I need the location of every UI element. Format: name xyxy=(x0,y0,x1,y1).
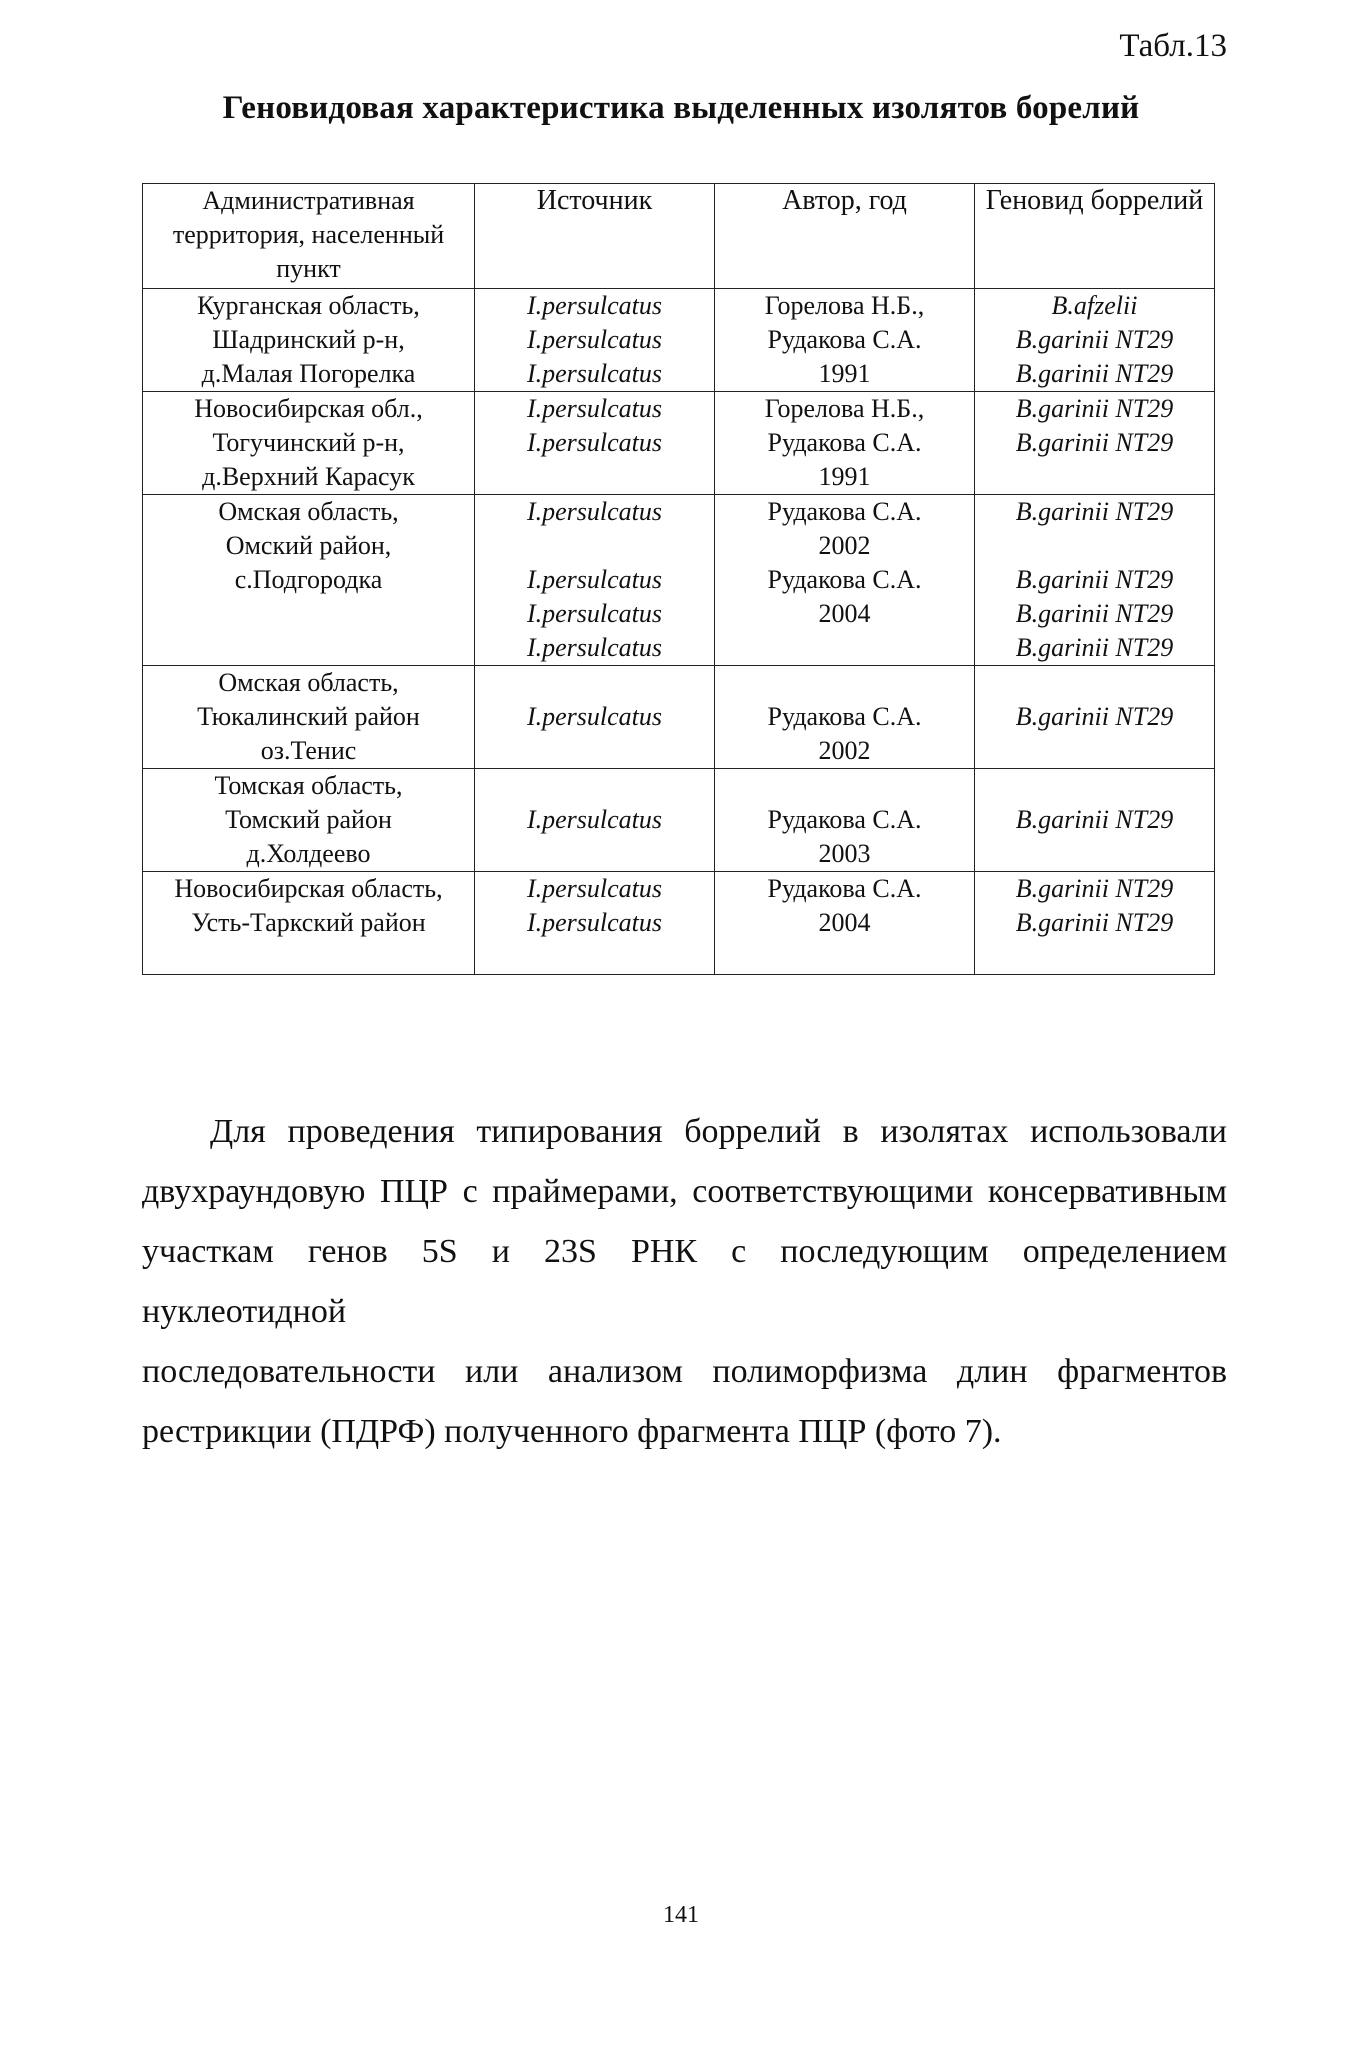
cell-line: I.persulcatus xyxy=(526,633,663,662)
header-source: Источник xyxy=(475,184,715,289)
cell-source xyxy=(475,495,715,666)
cell-line: I.persulcatus xyxy=(526,599,663,628)
cell-line: Тюкалинский район xyxy=(197,702,420,731)
cell-line: Омский район, xyxy=(225,531,392,560)
cell-genovid xyxy=(975,392,1215,495)
cell-source xyxy=(475,289,715,392)
cell-line: I.persulcatus xyxy=(526,908,663,937)
table-row xyxy=(143,872,1215,975)
paragraph-line: рестрикции (ПДРФ) полученного фрагмента ПЦР (фото 7). xyxy=(142,1413,1002,1450)
cell-line xyxy=(981,529,1208,563)
cell-territory xyxy=(143,392,475,495)
cell-line: I.persulcatus xyxy=(526,325,663,354)
page-number: 141 xyxy=(663,1902,699,1928)
cell-line: Рудакова С.А. xyxy=(767,497,922,526)
cell-line xyxy=(481,940,708,974)
table-row xyxy=(143,666,1215,769)
cell-genovid xyxy=(975,769,1215,872)
cell-line: оз.Тенис xyxy=(260,736,357,765)
cell-line: B.garinii NT29 xyxy=(1015,394,1174,423)
cell-line: 2003 xyxy=(818,839,871,868)
cell-line: Курганская область, xyxy=(197,291,420,320)
cell-line xyxy=(721,631,968,665)
cell-line xyxy=(149,940,468,974)
cell-line: Рудакова С.А. xyxy=(767,874,922,903)
cell-line: Томская область, xyxy=(214,771,403,800)
table-row xyxy=(143,495,1215,666)
cell-source xyxy=(475,769,715,872)
cell-line: I.persulcatus xyxy=(526,291,663,320)
cell-author xyxy=(715,872,975,975)
cell-genovid xyxy=(975,289,1215,392)
table-header-row xyxy=(143,184,1215,289)
cell-author xyxy=(715,769,975,872)
cell-line xyxy=(481,769,708,803)
cell-line: I.persulcatus xyxy=(526,359,663,388)
header-author: Автор, год xyxy=(715,184,975,289)
cell-line xyxy=(981,666,1208,700)
table-row xyxy=(143,289,1215,392)
cell-genovid xyxy=(975,872,1215,975)
paragraph-line: двухраундовую ПЦР с праймерами, соответствующими консервативным xyxy=(142,1173,1227,1210)
cell-line: Рудакова С.А. xyxy=(767,565,922,594)
cell-territory xyxy=(143,769,475,872)
cell-line: I.persulcatus xyxy=(526,394,663,423)
cell-line: Шадринский р-н, xyxy=(212,325,405,354)
cell-line: д.Верхний Карасук xyxy=(202,462,415,491)
cell-line: Омская область, xyxy=(218,668,399,697)
cell-author xyxy=(715,392,975,495)
cell-line xyxy=(481,837,708,871)
cell-line: Горелова Н.Б., xyxy=(764,291,925,320)
body-paragraph xyxy=(142,1102,1227,1462)
cell-line: B.garinii NT29 xyxy=(1015,325,1174,354)
cell-line: Тогучинский р-н, xyxy=(212,428,405,457)
cell-author xyxy=(715,289,975,392)
cell-line xyxy=(149,597,468,631)
cell-source xyxy=(475,872,715,975)
cell-line xyxy=(721,769,968,803)
cell-territory xyxy=(143,666,475,769)
cell-line: B.garinii NT29 xyxy=(1015,599,1174,628)
cell-line: Новосибирская область, xyxy=(174,874,443,903)
cell-line xyxy=(981,460,1208,494)
cell-line: B.garinii NT29 xyxy=(1015,565,1174,594)
cell-line xyxy=(981,734,1208,768)
cell-line: B.garinii NT29 xyxy=(1015,908,1174,937)
table-title: Геновидовая характеристика выделенных изолятов борелий xyxy=(222,90,1140,126)
cell-line: Рудакова С.А. xyxy=(767,325,922,354)
paragraph-line: участкам генов 5S и 23S РНК с последующим определением нуклеотидной xyxy=(142,1233,1227,1330)
cell-line: Горелова Н.Б., xyxy=(764,394,925,423)
cell-line: I.persulcatus xyxy=(526,565,663,594)
cell-territory xyxy=(143,289,475,392)
cell-line: B.garinii NT29 xyxy=(1015,359,1174,388)
paragraph-line: последовательности или анализом полиморфизма длин фрагментов xyxy=(142,1353,1227,1390)
cell-line: с.Подгородка xyxy=(234,565,383,594)
cell-line: 2004 xyxy=(818,599,871,628)
table-row xyxy=(143,769,1215,872)
cell-line: I.persulcatus xyxy=(526,428,663,457)
cell-line xyxy=(981,837,1208,871)
cell-line: Рудакова С.А. xyxy=(767,805,922,834)
cell-line: B.garinii NT29 xyxy=(1015,633,1174,662)
cell-line: B.garinii NT29 xyxy=(1015,805,1174,834)
cell-line xyxy=(481,460,708,494)
cell-line: B.garinii NT29 xyxy=(1015,428,1174,457)
cell-line xyxy=(981,769,1208,803)
cell-line xyxy=(721,666,968,700)
cell-author xyxy=(715,495,975,666)
cell-line xyxy=(981,940,1208,974)
cell-line: 2004 xyxy=(818,908,871,937)
cell-line: B.garinii NT29 xyxy=(1015,497,1174,526)
cell-line xyxy=(481,734,708,768)
genovid-table xyxy=(142,183,1215,975)
cell-source xyxy=(475,392,715,495)
cell-source xyxy=(475,666,715,769)
cell-line: B.garinii NT29 xyxy=(1015,874,1174,903)
cell-line xyxy=(149,631,468,665)
cell-line: 2002 xyxy=(818,531,871,560)
cell-line: B.afzelii xyxy=(1051,291,1138,320)
cell-line: д.Малая Погорелка xyxy=(201,359,416,388)
cell-line: I.persulcatus xyxy=(526,497,663,526)
cell-line: Новосибирская обл., xyxy=(194,394,423,423)
cell-author xyxy=(715,666,975,769)
table-label: Табл.13 xyxy=(1119,28,1227,64)
header-territory: Административная территория, населенный пункт xyxy=(143,184,475,289)
paragraph-line: Для проведения типирования боррелий в изолятах использовали xyxy=(210,1113,1227,1150)
cell-line: Рудакова С.А. xyxy=(767,702,922,731)
cell-line xyxy=(481,666,708,700)
cell-genovid xyxy=(975,666,1215,769)
cell-line: I.persulcatus xyxy=(526,805,663,834)
cell-line: 1991 xyxy=(818,462,871,491)
cell-line: I.persulcatus xyxy=(526,874,663,903)
cell-line: Усть-Таркский район xyxy=(191,908,426,937)
cell-line: д.Холдеево xyxy=(246,839,371,868)
cell-line xyxy=(721,940,968,974)
cell-line: Омская область, xyxy=(218,497,399,526)
header-genovid: Геновид боррелий xyxy=(975,184,1215,289)
cell-line: 1991 xyxy=(818,359,871,388)
table-body xyxy=(143,289,1215,975)
cell-territory xyxy=(143,495,475,666)
table-row xyxy=(143,392,1215,495)
cell-line: I.persulcatus xyxy=(526,702,663,731)
cell-line: B.garinii NT29 xyxy=(1015,702,1174,731)
cell-line: 2002 xyxy=(818,736,871,765)
cell-line: Рудакова С.А. xyxy=(767,428,922,457)
cell-genovid xyxy=(975,495,1215,666)
cell-line xyxy=(481,529,708,563)
cell-line: Томский район xyxy=(225,805,392,834)
cell-territory xyxy=(143,872,475,975)
